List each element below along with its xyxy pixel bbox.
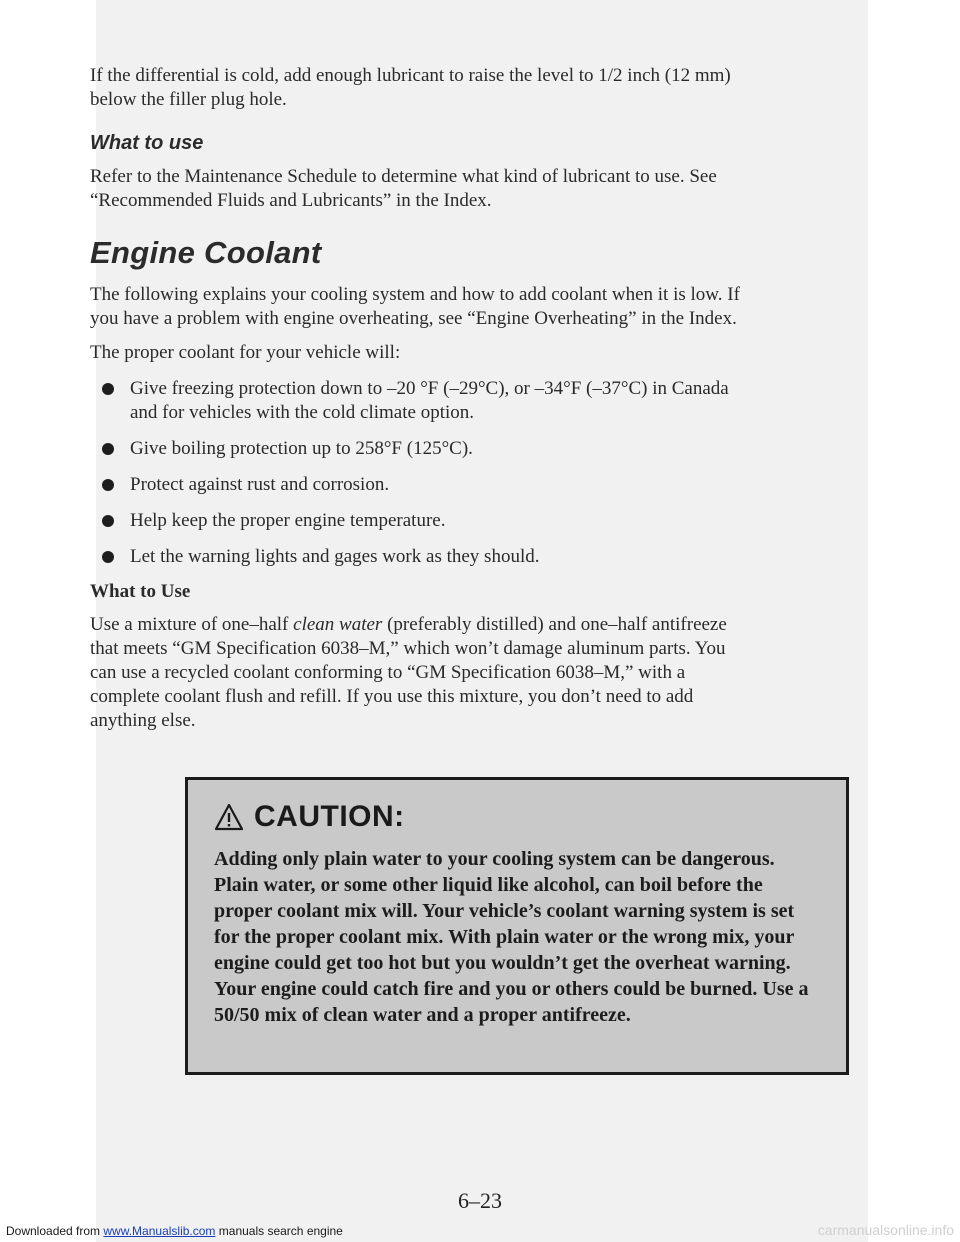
page-content [90, 64, 750, 733]
engine-coolant-heading: Engine Coolant [90, 235, 322, 270]
caution-box [185, 777, 849, 1075]
list-item [90, 437, 750, 461]
bullet-icon [102, 551, 114, 563]
bullet-icon [102, 515, 114, 527]
list-item-text: Protect against rust and corrosion. [130, 474, 390, 495]
list-item [90, 473, 750, 497]
what-to-use-paragraph: Refer to the Maintenance Schedule to determine what kind of lubricant to use. See “Recommended Fluids and Lubricants” in the Index. [90, 166, 717, 211]
what-to-use-heading: What to use [90, 132, 204, 154]
footer-prefix: Downloaded from [6, 1224, 104, 1238]
coolant-proper-paragraph: The proper coolant for your vehicle will: [90, 342, 401, 363]
list-item [90, 377, 750, 425]
mixture-text-end: (preferably distilled) and one–half antifreeze that meets “GM Specification 6038–M,” which won’t damage aluminum parts. You can use a recycled coolant conforming to “GM Specification 6038–M,” with a complete coolant flush and refill. If you use this mixture, you don’t need to add anything else. [90, 614, 727, 731]
clean-water-emphasis: clean water [293, 614, 383, 635]
warning-triangle-icon [214, 803, 244, 831]
caution-header [214, 800, 814, 834]
list-item [90, 509, 750, 533]
page-number: 6–23 [458, 1188, 502, 1213]
caution-text: Adding only plain water to your cooling system can be dangerous. Plain water, or some other liquid like alcohol, can boil before the proper coolant mix will. Your vehicle’s coolant warning system is set for the proper coolant mix. With plain water or the wrong mix, your engine could get too hot but you wouldn’t get the overheat warning. Your engine could catch fire and you or others could be burned. Use a 50/50 mix of clean water and a proper antifreeze. [214, 848, 809, 1026]
mixture-paragraph [90, 613, 750, 733]
caution-content [214, 800, 814, 1028]
list-item-text: Let the warning lights and gages work as they should. [130, 546, 540, 567]
what-to-use-subheading: What to Use [90, 581, 191, 602]
manualslib-link[interactable]: www.Manualslib.com [103, 1224, 216, 1238]
coolant-intro-paragraph: The following explains your cooling system and how to add coolant when it is low. If you have a problem with engine overheating, see “Engine Overheating” in the Index. [90, 284, 740, 329]
list-item-text: Give freezing protection down to –20 °F (–29°C), or –34°F (–37°C) in Canada and for vehicles with the cold climate option. [130, 378, 729, 423]
bullet-icon [102, 479, 114, 491]
caution-title: CAUTION: [254, 800, 405, 833]
mixture-text-start: Use a mixture of one–half [90, 614, 294, 635]
coolant-bullet-list [90, 377, 750, 569]
intro-paragraph: If the differential is cold, add enough lubricant to raise the level to 1/2 inch (12 mm) below the filler plug hole. [90, 65, 731, 110]
list-item-text: Give boiling protection up to 258°F (125°C). [130, 438, 473, 459]
list-item-text: Help keep the proper engine temperature. [130, 510, 446, 531]
bullet-icon [102, 443, 114, 455]
footer-suffix: manuals search engine [215, 1224, 343, 1238]
list-item [90, 545, 750, 569]
bullet-icon [102, 383, 114, 395]
watermark-footer: carmanualsonline.info [817, 1222, 954, 1238]
download-footer [6, 1224, 343, 1238]
